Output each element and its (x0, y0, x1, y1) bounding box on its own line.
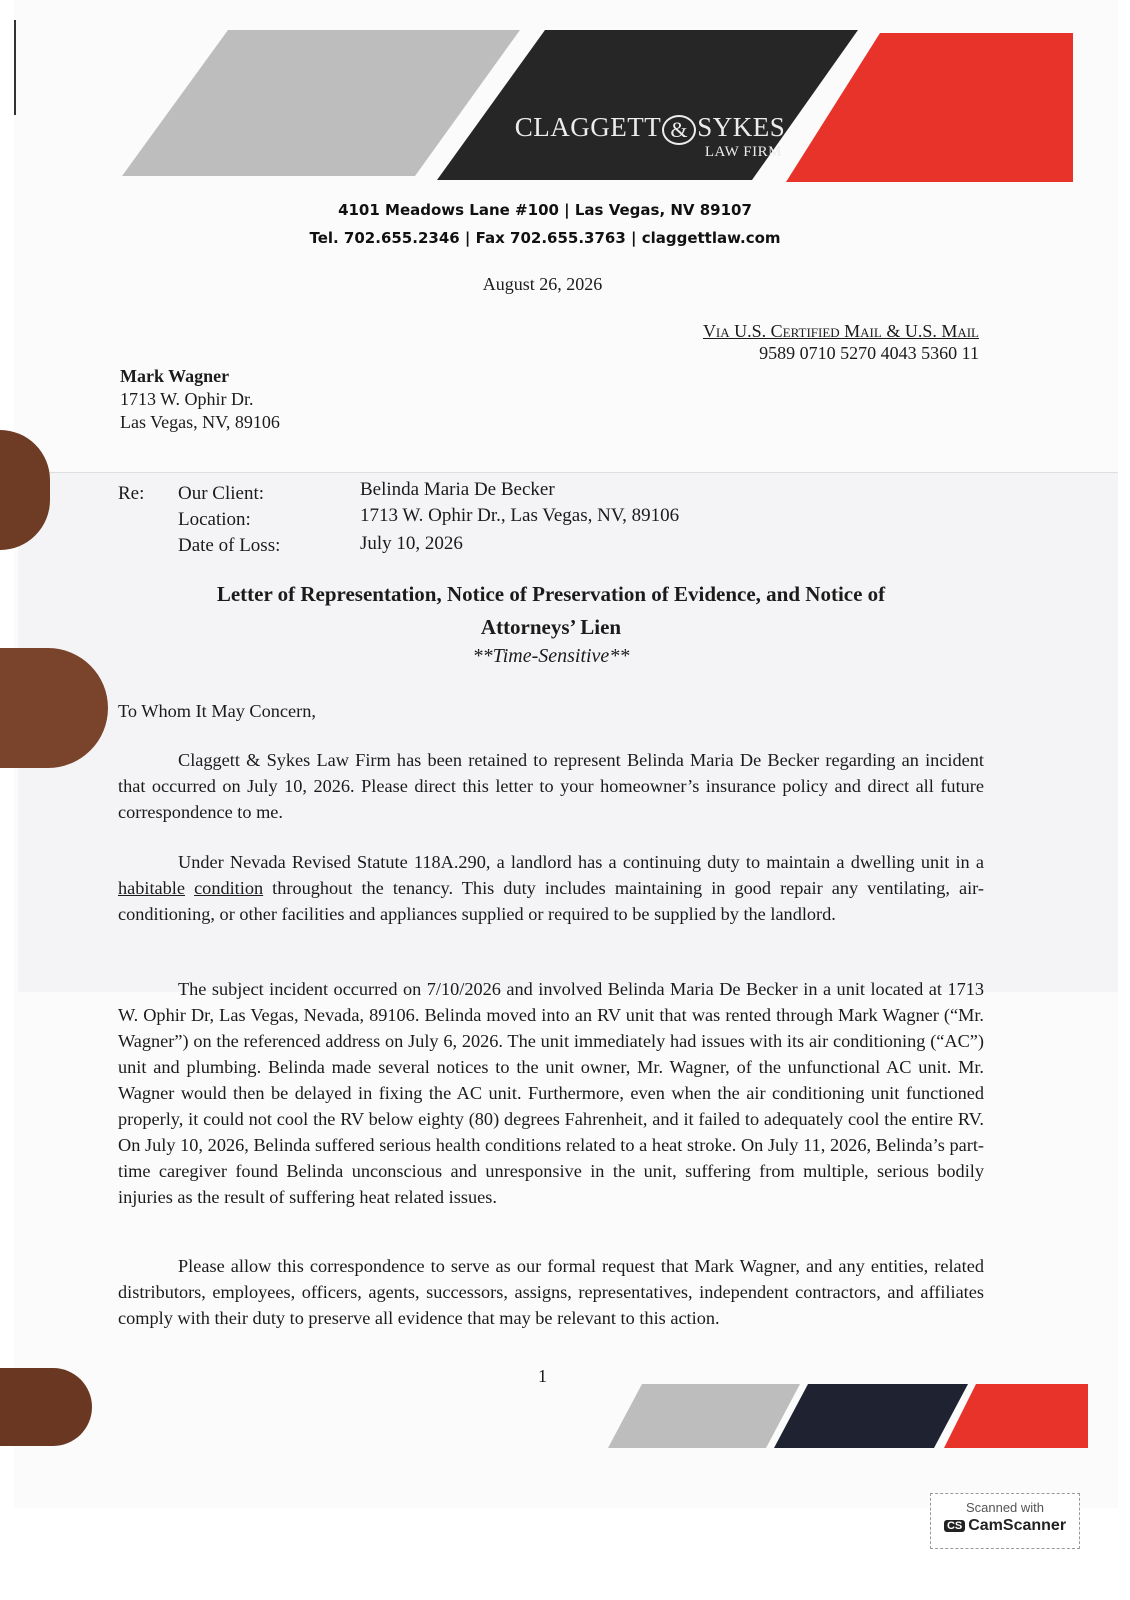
camscanner-logo-icon: CS (944, 1520, 965, 1532)
letter-title-line1: Letter of Representation, Notice of Preservation of Evidence, and Notice of (216, 582, 886, 606)
footer-dark-stripe (774, 1384, 968, 1448)
camscanner-name (931, 1517, 1079, 1535)
condition-word: condition (194, 878, 264, 898)
logo-name-left: CLAGGETT (514, 112, 662, 142)
recipient-city: Las Vegas, NV, 89106 (120, 412, 280, 432)
time-sensitive-tag: **Time-Sensitive** (472, 645, 630, 667)
paragraph-retention (118, 747, 984, 825)
paragraph-incident-text: The subject incident occurred on 7/10/2026 and involved Belinda Maria De Becker in a unit located at 1713 W. Ophir Dr, Las Vegas, Nevada, 89106. Belinda moved into an RV unit that was rented through Mark Wagner (“Mr. Wagner”) on the referenced address on July 6, 2026. The unit immediately had issues with its air conditioning (“AC”) unit and plumbing. Belinda made several notices to the unit owner, Mr. Wagner, of the unfunctional AC unit. Mr. Wagner would then be delayed in fixing the AC unit. Furthermore, even when the air conditioning unit functioned properly, it could not cool the RV below eighty (80) degrees Fahrenheit, and it failed to adequately cool the entire RV. On July 10, 2026, Belinda suffered serious health conditions related to a heat stroke. On July 11, 2026, Belinda’s part-time caregiver found Belinda unconscious and unresponsive in the unit, suffering from multiple, serious bodily injuries as the result of suffering heat related issues. (118, 979, 984, 1207)
footer-banner (0, 1380, 1130, 1450)
habitable-word: habitable (118, 878, 186, 898)
page-number: 1 (538, 1366, 547, 1386)
firm-contact: Tel. 702.655.2346 | Fax 702.655.3763 | claggettlaw.com (309, 229, 781, 247)
paragraph-incident (118, 976, 984, 1210)
letter-date: August 26, 2026 (482, 274, 603, 294)
paragraph-retention-text: Claggett & Sykes Law Firm has been retained to represent Belinda Maria De Becker regarding an incident that occurred on July 10, 2026. Please direct this letter to your homeowner’s insurance policy and direct all future correspondence to me. (118, 750, 984, 822)
finger-bottom (0, 1368, 92, 1446)
re-client-label: Our Client: (178, 483, 265, 504)
re-label: Re: (118, 483, 145, 504)
re-location-value: 1713 W. Ophir Dr., Las Vegas, NV, 89106 (360, 505, 680, 526)
salutation: To Whom It May Concern, (118, 701, 316, 721)
paragraph-preservation-text: Please allow this correspondence to serve as our formal request that Mark Wagner, and any entities, related distributors, employees, officers, agents, successors, assigns, representatives, independent contractors, and affiliates comply with their duty to preserve all evidence that may be relevant to this action. (118, 1256, 984, 1328)
statute-text-b: throughout the tenancy. This duty includes maintaining in good repair any ventilating, air-conditioning, or other facilities and appliances supplied or required to be supplied by the landlord. (118, 878, 984, 924)
camscanner-label: CamScanner (968, 1517, 1067, 1534)
re-location-label: Location: (178, 509, 251, 530)
logo-subtitle: LAW FIRM (704, 144, 782, 160)
re-date-label: Date of Loss: (178, 535, 281, 556)
recipient-street: 1713 W. Ophir Dr. (120, 389, 254, 409)
delivery-method-text: Via U.S. Certified Mail & U.S. Mail (702, 321, 979, 341)
firm-address: 4101 Meadows Lane #100 | Las Vegas, NV 89107 (338, 201, 752, 219)
camscanner-watermark (930, 1493, 1080, 1549)
footer-red-stripe (944, 1384, 1088, 1448)
letter-title-line2: Attorneys’ Lien (480, 615, 622, 639)
logo-name-right: SYKES (697, 112, 786, 142)
paragraph-statute (118, 849, 984, 927)
recipient-name: Mark Wagner (120, 366, 230, 386)
firm-logo (510, 112, 790, 172)
re-date-value: July 10, 2026 (360, 533, 463, 554)
tracking-number: 9589 0710 5270 4043 5360 11 (759, 343, 979, 363)
statute-text-a: Under Nevada Revised Statute 118A.290, a landlord has a continuing duty to maintain a dwelling unit in a (178, 852, 984, 872)
re-client-value: Belinda Maria De Becker (360, 479, 555, 500)
paragraph-preservation (118, 1253, 984, 1331)
logo-ampersand: & (662, 115, 696, 145)
scanned-with-text: Scanned with (965, 1500, 1045, 1515)
footer-gray-stripe (608, 1384, 800, 1448)
